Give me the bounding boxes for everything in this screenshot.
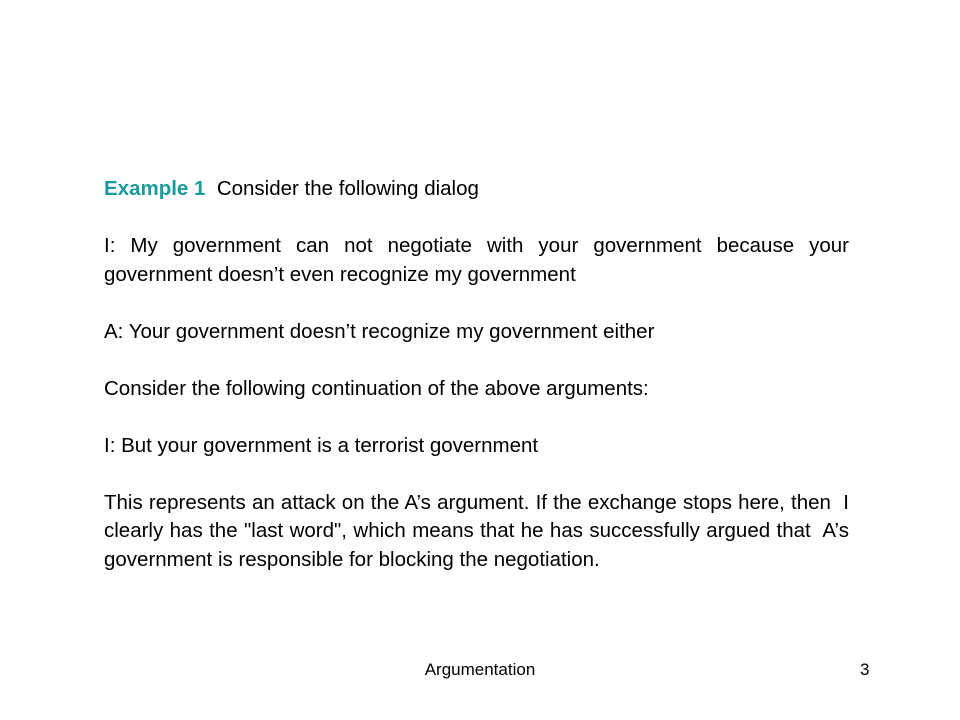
dialog-line-i-second: I: But your government is a terrorist government [104,433,539,457]
page-number: 3 [860,660,870,679]
dialog-line-i-first: I: My government can not negotiate with your government because your government doesn’t even recognize my government [104,234,855,286]
dialog-line-a: A: Your government doesn’t recognize my government either [104,319,655,343]
example-label: Example 1 [104,177,206,200]
footer-title: Argumentation [424,660,536,679]
example-heading [104,175,849,204]
slide-body [104,175,867,574]
continuation-intro: Consider the following continuation of the above arguments: [104,376,649,400]
example-intro: Consider the following dialog [205,177,479,200]
conclusion-paragraph: This represents an attack on the A’s argument. If the exchange stops here, then I clearly has the "last word", which means that he has successfully argued that A’s government is responsible for blocking the negotiation. [104,490,867,571]
